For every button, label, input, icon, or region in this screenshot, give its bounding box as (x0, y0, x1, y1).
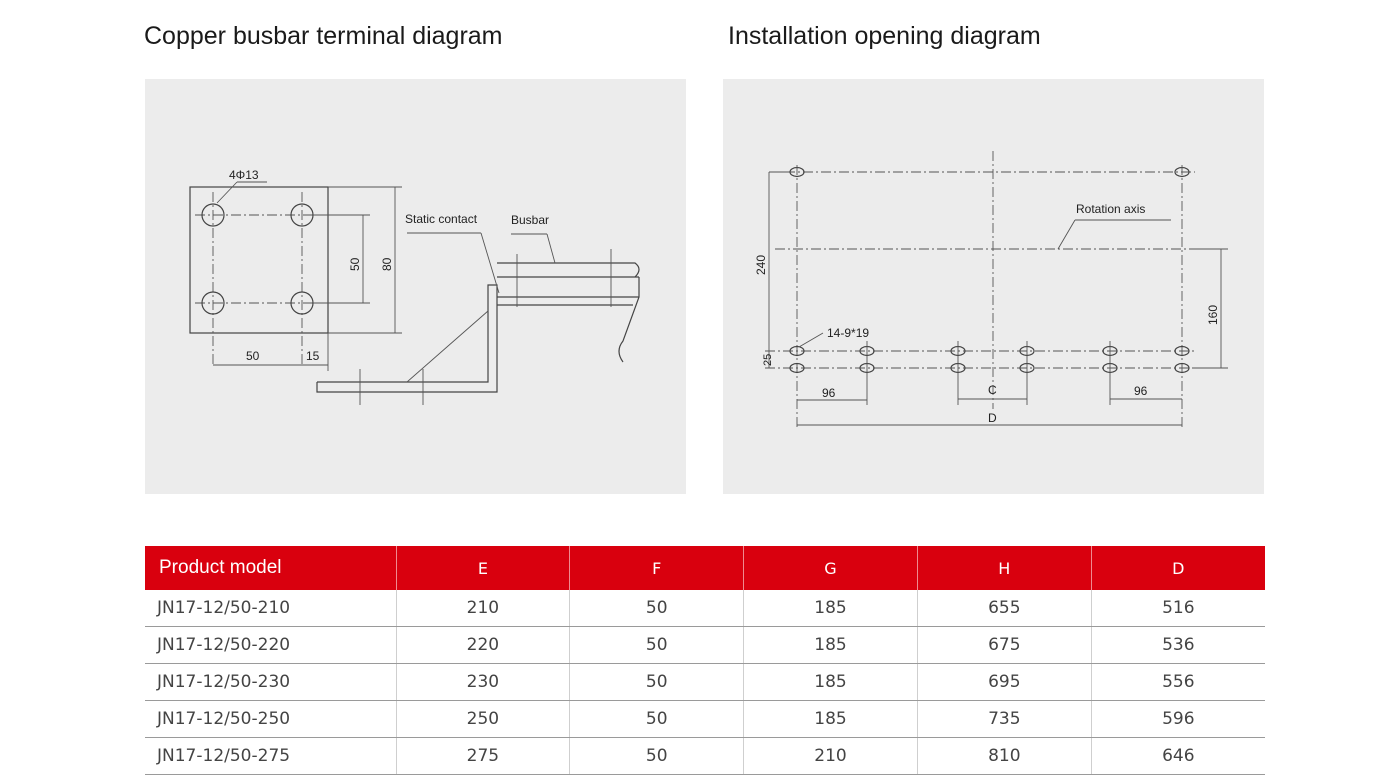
column-header-g: G (744, 546, 918, 590)
dim-80: 80 (380, 257, 394, 271)
busbar-label: Busbar (511, 213, 550, 227)
dim-50-vertical: 50 (348, 257, 362, 271)
table-row (145, 701, 1265, 738)
cell-e: 275 (396, 738, 570, 775)
table-row (145, 738, 1265, 775)
terminal-plate (190, 187, 328, 333)
dim-96-right: 96 (1134, 384, 1148, 398)
product-spec-table (145, 546, 1265, 775)
cell-model: JN17-12/50-220 (145, 627, 396, 664)
dim-240: 240 (754, 254, 768, 275)
dim-15: 15 (306, 349, 320, 363)
cell-f: 50 (570, 627, 744, 664)
cell-f: 50 (570, 701, 744, 738)
cell-g: 185 (744, 590, 918, 627)
installation-opening-diagram (723, 79, 1264, 494)
cell-e: 230 (396, 664, 570, 701)
dim-50-horizontal: 50 (246, 349, 260, 363)
rotation-axis-label: Rotation axis (1076, 202, 1146, 216)
column-header-product-model: Product model (145, 546, 396, 590)
cell-d: 536 (1091, 627, 1265, 664)
dim-c: C (988, 383, 997, 397)
table-row (145, 664, 1265, 701)
cell-h: 675 (917, 627, 1091, 664)
cell-model: JN17-12/50-275 (145, 738, 396, 775)
cell-h: 810 (917, 738, 1091, 775)
cell-model: JN17-12/50-250 (145, 701, 396, 738)
table-row (145, 627, 1265, 664)
cell-d: 516 (1091, 590, 1265, 627)
cell-f: 50 (570, 664, 744, 701)
cell-h: 695 (917, 664, 1091, 701)
dim-d: D (988, 411, 997, 425)
slot-label: 14-9*19 (827, 326, 870, 340)
cell-d: 596 (1091, 701, 1265, 738)
busbar (497, 263, 639, 277)
table-header-row (145, 546, 1265, 590)
dim-96-left: 96 (822, 386, 836, 400)
busbar-terminal-diagram (145, 79, 686, 494)
column-header-d: D (1091, 546, 1265, 590)
cell-h: 655 (917, 590, 1091, 627)
busbar-diagram-drawing (145, 79, 686, 494)
cell-f: 50 (570, 590, 744, 627)
busbar-diagram-title: Copper busbar terminal diagram (144, 22, 503, 50)
static-contact-bracket (317, 285, 497, 392)
cell-e: 220 (396, 627, 570, 664)
cell-model: JN17-12/50-230 (145, 664, 396, 701)
column-header-f: F (570, 546, 744, 590)
cell-d: 646 (1091, 738, 1265, 775)
dim-25: 25 (762, 353, 774, 366)
cell-g: 185 (744, 627, 918, 664)
column-header-e: E (396, 546, 570, 590)
cell-g: 210 (744, 738, 918, 775)
cell-e: 210 (396, 590, 570, 627)
opening-diagram-title: Installation opening diagram (728, 22, 1041, 50)
column-header-h: H (917, 546, 1091, 590)
cell-h: 735 (917, 701, 1091, 738)
static-contact-label: Static contact (405, 212, 478, 226)
cell-e: 250 (396, 701, 570, 738)
cell-g: 185 (744, 664, 918, 701)
cell-d: 556 (1091, 664, 1265, 701)
table-row (145, 590, 1265, 627)
opening-diagram-drawing (723, 79, 1264, 494)
dim-160: 160 (1206, 304, 1220, 325)
cell-g: 185 (744, 701, 918, 738)
cell-f: 50 (570, 738, 744, 775)
cell-model: JN17-12/50-210 (145, 590, 396, 627)
hole-label: 4Φ13 (229, 168, 259, 182)
